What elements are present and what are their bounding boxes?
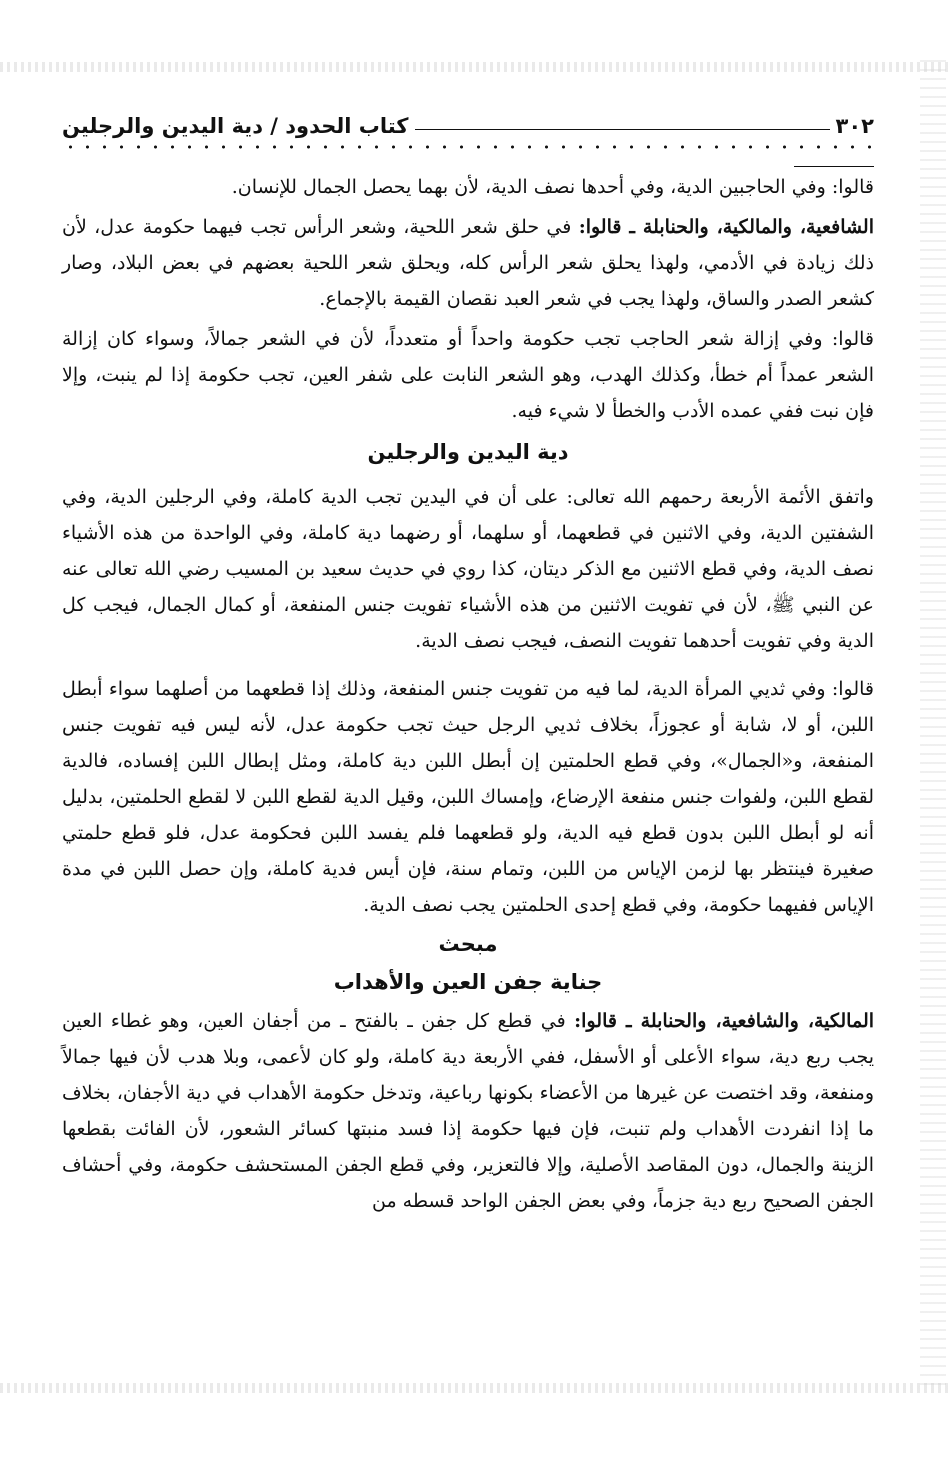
book-page [62,100,874,1223]
scan-edge-top [0,62,950,72]
paragraph: واتفق الأئمة الأربعة رحمهم الله تعالى: على أن في اليدين تجب الدية كاملة، وفي الرجلين الدية، وفي الشفتين الدية، وفي الاثنين في قطعهما، أو سلهما، أو رضهما دية كاملة، وفي الواحدة من هذه الأشياء نصف الدية، وفي قطع الاثنين مع الذكر ديتان، كذا روي في حديث سعيد بن المسيب رضي الله تعالى عنه عن النبي ﷺ، لأن في تفويت الاثنين من هذه الأشياء تفويت جنس المنفعة، أو كمال الجمال، فيجب كل الدية وفي تفويت أحدهما تفويت النصف، فيجب نصف الدية. [62,486,874,652]
section-heading: دية اليدين والرجلين [367,440,569,464]
paragraph: الشافعية، والمالكية، والحنابلة ـ قالوا: في حلق شعر اللحية، وشعر الرأس تجب فيهما حكومة عدل، لأن ذلك زيادة في الأدمي، ولهذا يحلق شعر الرأس كله، ويحلق شعر اللحية بعضهم في بعض البلاد، وصار كشعر الصدر والساق، ولهذا يجب في شعر العبد نقصان القيمة بالإجماع. [62,216,874,310]
footnote-rule [794,166,874,167]
page-number: ٣٠٢ [835,114,874,138]
header-title: كتاب الحدود / دية اليدين والرجلين [62,114,409,138]
paragraph-lead: الشافعية، والمالكية، والحنابلة ـ قالوا: [578,216,874,238]
dotted-separator [62,142,874,152]
scan-edge-right [920,60,946,1388]
page-body [62,169,874,1219]
paragraph: قالوا: وفي الحاجبين الدية، وفي أحدها نصف الدية، لأن بهما يحصل الجمال للإنسان. [231,176,874,198]
header-rule [415,129,830,130]
section-kicker: مبحث [438,932,498,956]
paragraph: قالوا: وفي إزالة شعر الحاجب تجب حكومة واحداً أو متعدداً، لأن في الشعر جمالاً، وسواء كان إزالة الشعر عمداً أم خطأ، وكذلك الهدب، وهو الشعر النابت على شفر العين، تجب حكومة إذا لم ينبت، وإلا فإن نبت ففي عمده الأدب والخطأ لا شيء فيه. [62,328,875,422]
paragraph: قالوا: وفي ثديي المرأة الدية، لما فيه من تفويت جنس المنفعة، وذلك إذا قطعهما من أصلهما سواء أبطل اللبن، أو لا، شابة أو عجوزاً، بخلاف ثديي الرجل حيث تجب حكومة عدل، لأنه ليس فيه تفويت جنس المنفعة، و«الجمال»، وفي قطع الحلمتين إن أبطل اللبن دية كاملة، ومثل إبطال اللبن إفساده، فالدية لقطع اللبن، ولفوات جنس منفعة الإرضاع، وإمساك اللبن، وقيل الدية لقطع اللبن لا لقطع الحلمتين، بدليل أنه لو أبطل اللبن بدون قطع فيه الدية، ولو قطعهما فلم يفسد اللبن فحكومة عدل، فلو قطع حلمتي صغيرة فينتظر بها لزمن الإياس من اللبن، وتمام سنة، فإن أيس فدية كاملة، وإن حصل اللبن في مدة الإياس ففيهما حكومة، وفي قطع إحدى الحلمتين يجب نصف الدية. [62,678,874,916]
section-heading: جناية جفن العين والأهداب [333,970,603,994]
paragraph-lead: المالكية، والشافعية، والحنابلة ـ قالوا: [574,1010,875,1032]
scan-edge-bottom [0,1383,950,1393]
paragraph: المالكية، والشافعية، والحنابلة ـ قالوا: في قطع كل جفن ـ بالفتح ـ من أجفان العين، وهو غطاء العين يجب ربع دية، سواء الأعلى أو الأسفل، ففي الأربعة دية كاملة، ولو كان لأعمى، وبلا هدب لأن فيها جمالاً ومنفعة، وقد اختصت عن غيرها من الأعضاء بكونها رباعية، وتدخل حكومة الأهداب في دية الأجفان، بخلاف ما إذا انفردت الأهداب ولم تنبت، فإن فيها حكومة إذا فسد منبتها كسائر الشعور، لأن الفائت بقطعها الزينة والجمال، دون المقاصد الأصلية، وإلا فالتعزير، وفي قطع الجفن المستحشف حكومة، وفي أحشاف الجفن الصحيح ربع دية جزماً، وفي بعض الجفن الواحد قسطه من [62,1010,875,1212]
running-header [62,100,874,138]
